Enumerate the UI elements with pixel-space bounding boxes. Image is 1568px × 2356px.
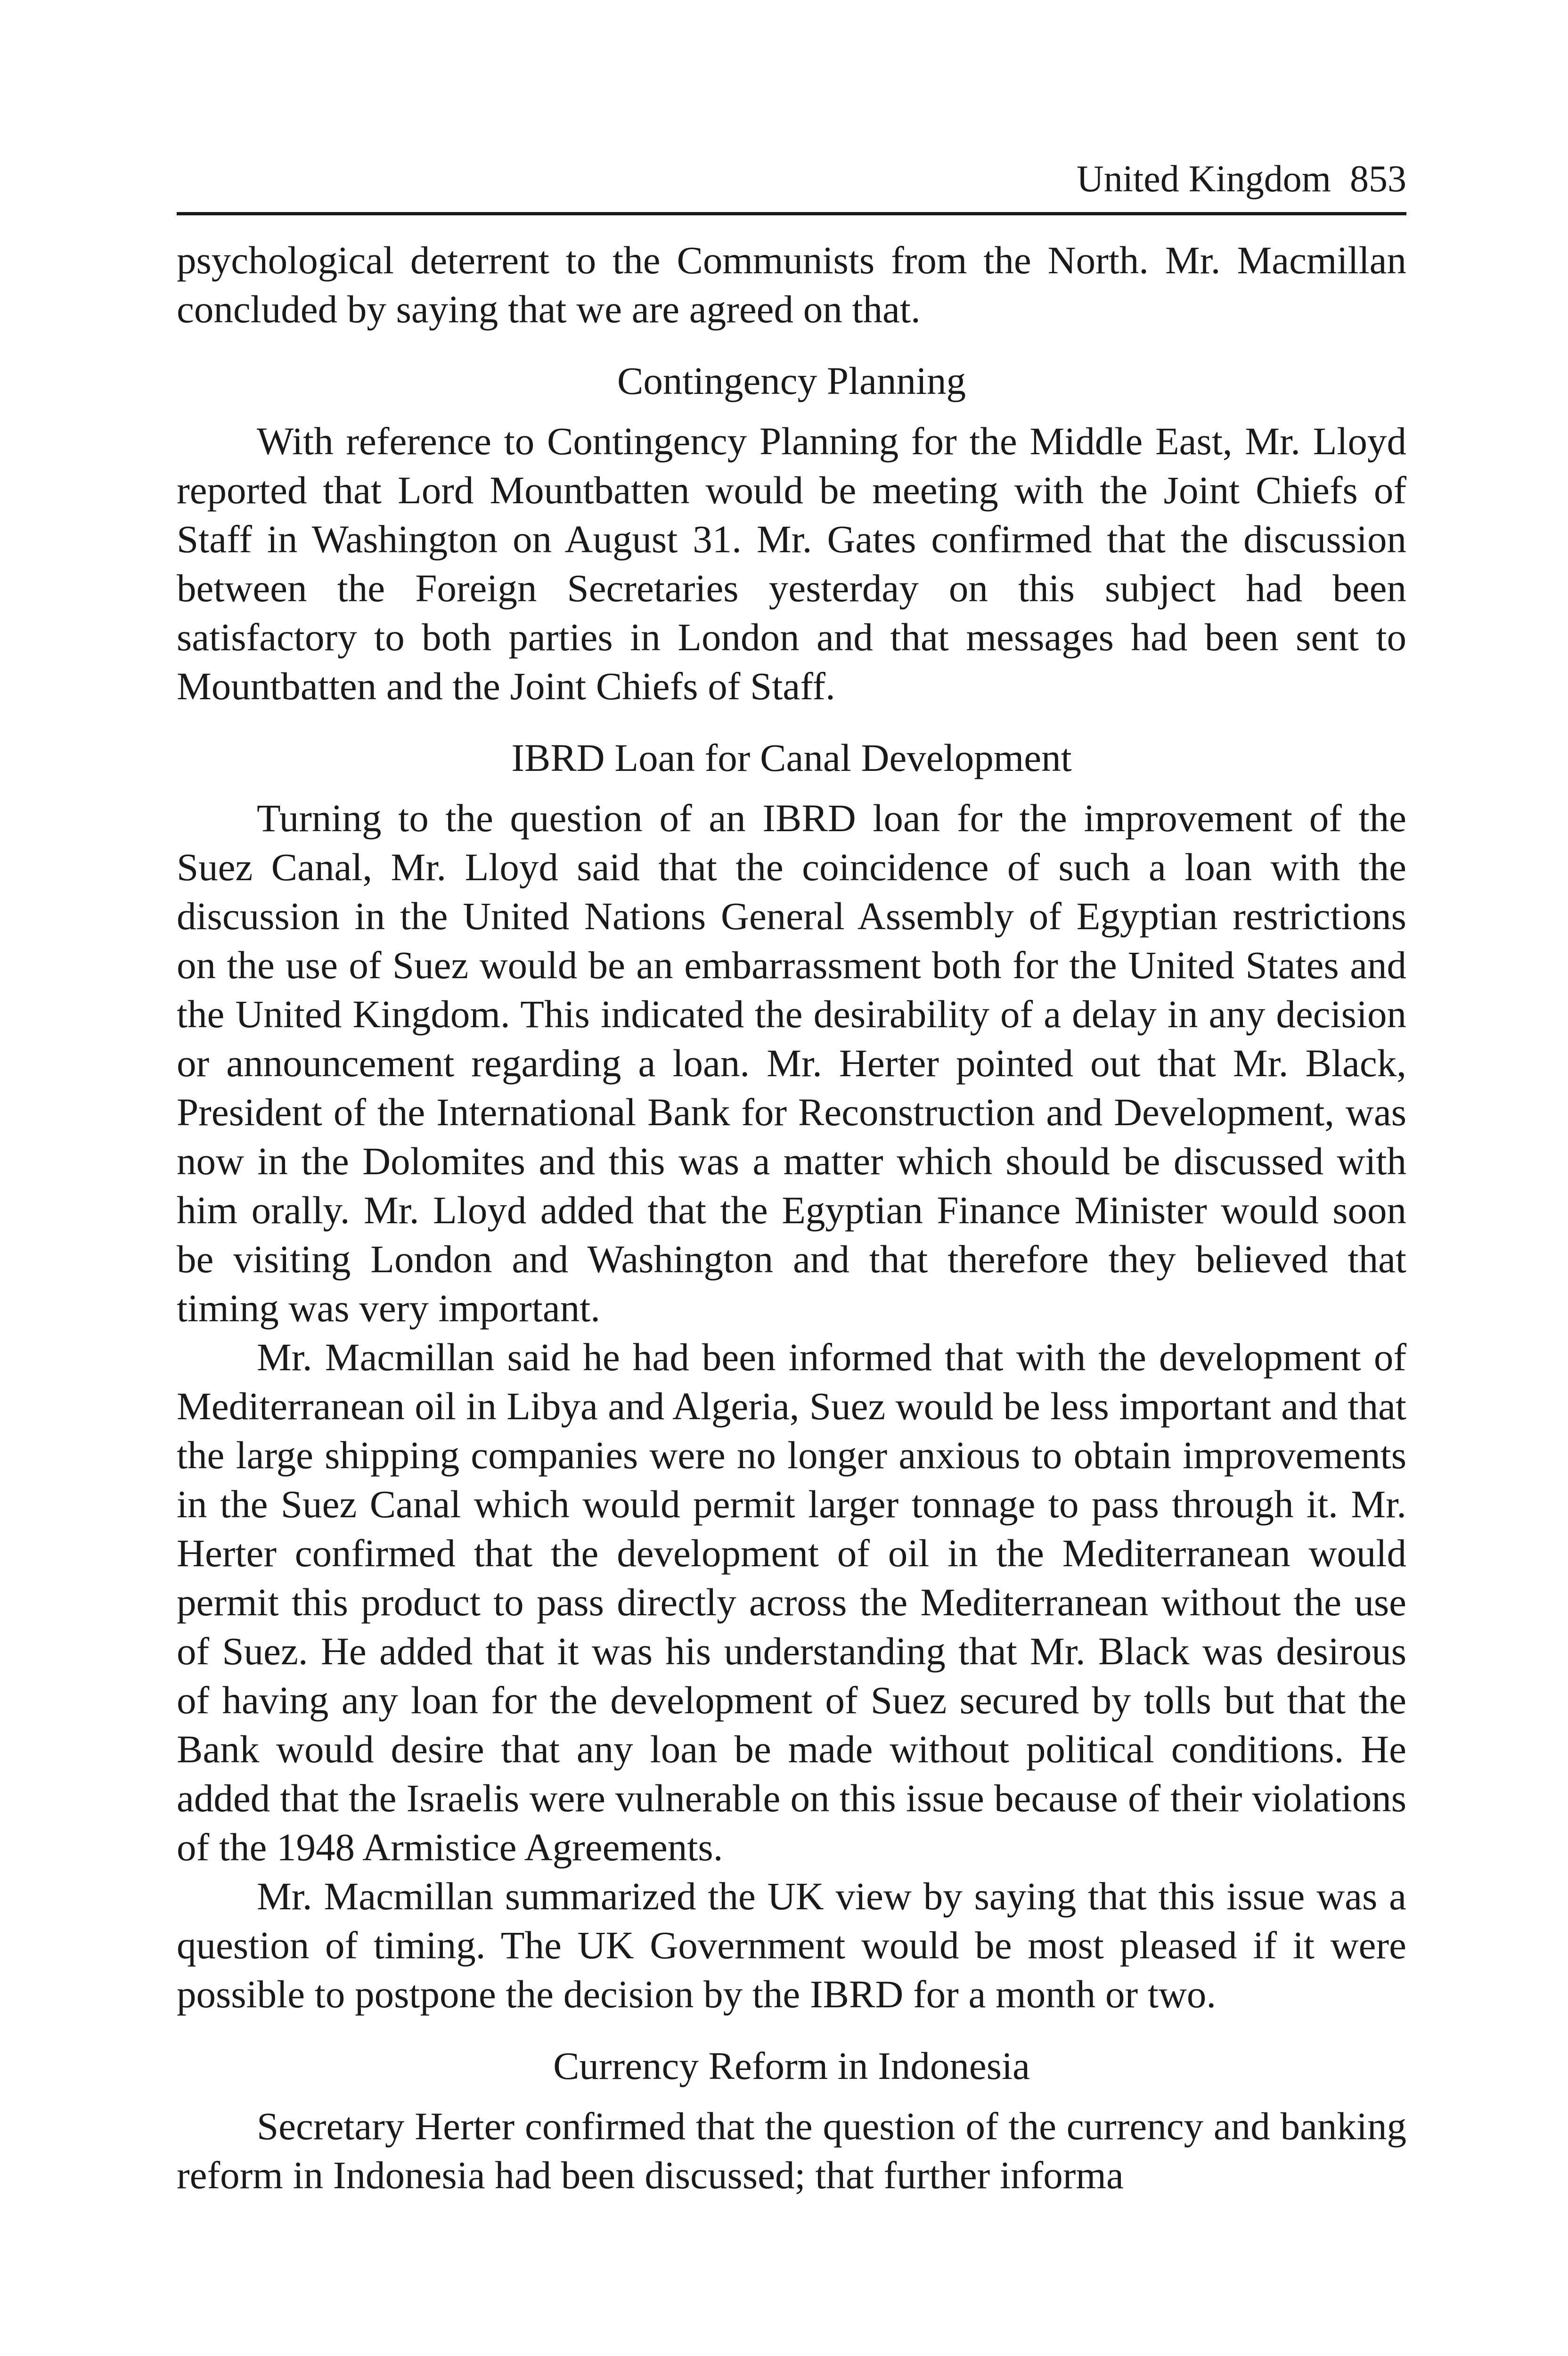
- paragraph-continued: psychological deterrent to the Communists from the North. Mr. Macmillan concluded by saying that we are agreed on that.: [177, 238, 1406, 331]
- page-body: [177, 236, 1406, 2200]
- section-heading-currency-reform: Currency Reform in Indonesia: [553, 2044, 1030, 2087]
- section-heading-ibrd-loan: IBRD Loan for Canal Development: [511, 736, 1072, 779]
- paragraph-ibrd-loan-1: Turning to the question of an IBRD loan for the improvement of the Suez Canal, Mr. Lloyd said that the coincidence of such a loan with the discussion in the United Nations General Assembly of Egyptian restrictions on the use of Suez would be an embarrassment both for the United States and the United Kingdom. This indicated the desirability of a delay in any decision or announcement regarding a loan. Mr. Herter pointed out that Mr. Black, President of the International Bank for Reconstruction and Development, was now in the Dolomites and this was a matter which should be discussed with him orally. Mr. Lloyd added that the Egyptian Finance Minister would soon be visiting London and Washington and that therefore they believed that timing was very important.: [177, 796, 1406, 1330]
- page-number: 853: [1350, 158, 1406, 200]
- paragraph-ibrd-loan-2: Mr. Macmillan said he had been informed that with the development of Mediterranean oil in Libya and Algeria, Suez would be less important and that the large shipping companies were no longer anxious to obtain improvements in the Suez Canal which would permit larger tonnage to pass through it. Mr. Herter confirmed that the development of oil in the Mediterranean would permit this product to pass directly across the Mediterranean without the use of Suez. He added that it was his understanding that Mr. Black was desirous of having any loan for the development of Suez secured by tolls but that the Bank would desire that any loan be made without political conditions. He added that the Israelis were vulnerable on this issue because of their violations of the 1948 Armistice Agreements.: [177, 1335, 1406, 1869]
- section-heading-contingency-planning: Contingency Planning: [617, 359, 966, 402]
- running-header: [177, 155, 1406, 215]
- paragraph-currency-reform: Secretary Herter confirmed that the question of the currency and banking reform in Indonesia had been discussed; that further informa: [177, 2104, 1406, 2197]
- paragraph-contingency-planning: With reference to Contingency Planning for the Middle East, Mr. Lloyd reported that Lord Mountbatten would be meeting with the Joint Chiefs of Staff in Washington on August 31. Mr. Gates confirmed that the discussion between the Foreign Secretaries yesterday on this subject had been satisfactory to both parties in London and that messages had been sent to Mountbatten and the Joint Chiefs of Staff.: [177, 419, 1406, 708]
- header-text: [1077, 155, 1406, 203]
- paragraph-ibrd-loan-3: Mr. Macmillan summarized the UK view by saying that this issue was a question of timing. The UK Government would be most pleased if it were possible to postpone the decision by the IBRD for a month or two.: [177, 1874, 1406, 2016]
- running-title: United Kingdom: [1077, 158, 1331, 200]
